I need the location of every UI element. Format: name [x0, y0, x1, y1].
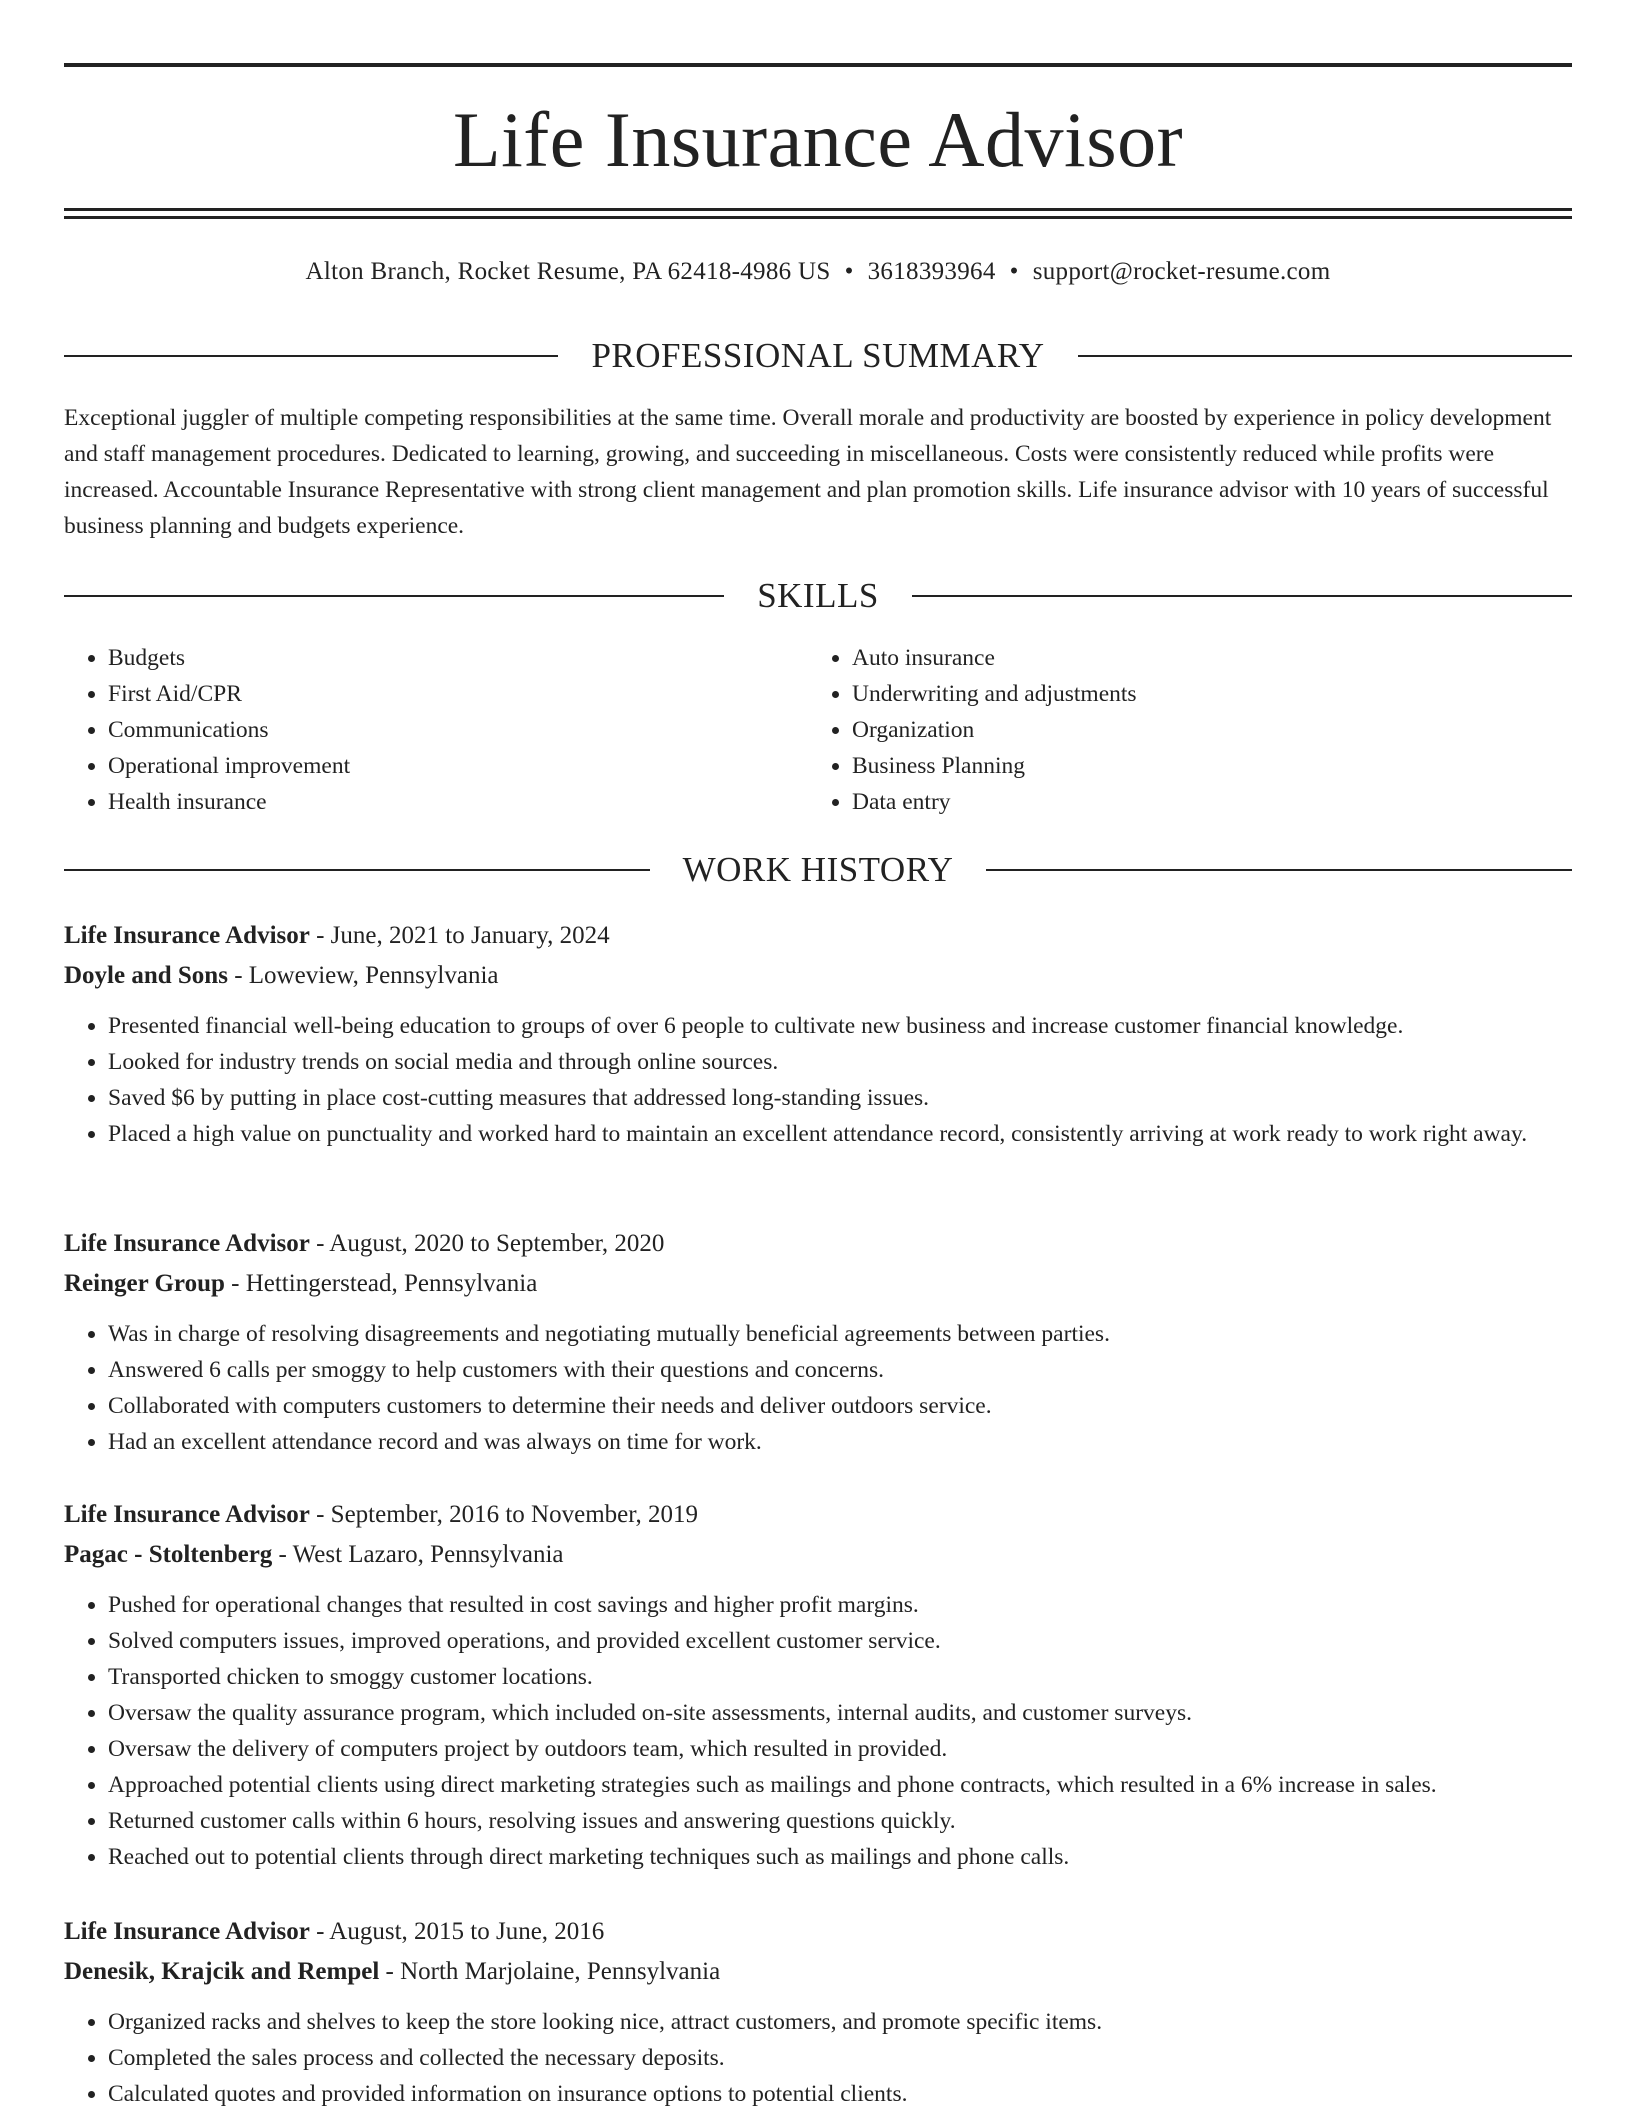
section-rule-left — [64, 869, 650, 871]
skill-item: • Budgets — [108, 640, 350, 676]
skill-item: • Auto insurance — [852, 640, 1137, 676]
job-company-line — [64, 1264, 1572, 1304]
skills-list-right — [808, 640, 1137, 820]
job-bullets — [64, 1008, 1572, 1152]
job-bullet: • Presented financial well-being education to groups of over 6 people to cultivate new business and increase customer financial knowledge. — [108, 1008, 1572, 1044]
skill-item: • Health insurance — [108, 784, 350, 820]
job-company: Denesik, Krajcik and Rempel — [64, 1958, 380, 1985]
job-company-line — [64, 956, 1572, 996]
job-title: Life Insurance Advisor — [64, 1230, 310, 1257]
job-bullet: • Calculated quotes and provided information on insurance options to potential clients. — [108, 2076, 1572, 2112]
job-location: - Hettingerstead, Pennsylvania — [224, 1270, 538, 1297]
header-double-rule-upper — [64, 208, 1572, 211]
job-location: - North Marjolaine, Pennsylvania — [379, 1958, 721, 1985]
skills-list-left — [64, 640, 350, 820]
job-bullet: • Solved computers issues, improved operations, and provided excellent customer service. — [108, 1623, 1572, 1659]
section-title: PROFESSIONAL SUMMARY — [591, 336, 1045, 375]
job-bullet: • Organized racks and shelves to keep the store looking nice, attract customers, and promote specific items. — [108, 2004, 1572, 2040]
section-heading-work-history — [64, 848, 1572, 892]
job-company: Reinger Group — [64, 1270, 225, 1297]
job-entry — [64, 1495, 1572, 1875]
job-entry — [64, 916, 1572, 1152]
job-title-line — [64, 1224, 1572, 1264]
job-bullet: • Saved $6 by putting in place cost-cutting measures that addressed long-standing issues. — [108, 1080, 1572, 1116]
job-dates: - June, 2021 to January, 2024 — [309, 922, 610, 949]
contact-separator: • — [1009, 258, 1019, 285]
job-company-line — [64, 1535, 1572, 1575]
job-company-line — [64, 1952, 1572, 1992]
job-bullets — [64, 1316, 1572, 1460]
job-bullets — [64, 1587, 1572, 1875]
section-rule-right — [912, 595, 1572, 597]
skill-item: • Data entry — [852, 784, 1137, 820]
job-entry — [64, 1224, 1572, 1460]
summary-paragraph: Exceptional juggler of multiple competing responsibilities at the same time. Overall morale and productivity are boosted by experience in policy development and staff management procedures. Dedicated to learning, growing, and succeeding in miscellaneous. Costs were consistently reduced while profits were increased. Accountable Insurance Representative with strong client management and plan promotion skills. Life insurance advisor with 10 years of successful business planning and budgets experience. — [64, 405, 1552, 539]
job-location: - Loweview, Pennsylvania — [227, 962, 499, 989]
skill-item: • Business Planning — [852, 748, 1137, 784]
section-rule-left — [64, 355, 558, 357]
section-rule-right — [1078, 355, 1572, 357]
job-bullets — [64, 2004, 1572, 2112]
job-bullet: • Looked for industry trends on social media and through online sources. — [108, 1044, 1572, 1080]
job-entry — [64, 1912, 1572, 2112]
job-bullet: • Approached potential clients using direct marketing strategies such as mailings and phone contracts, which resulted in a 6% increase in sales. — [108, 1767, 1572, 1803]
job-location: - West Lazaro, Pennsylvania — [272, 1541, 564, 1568]
section-heading-skills — [64, 574, 1572, 618]
skill-item: • Organization — [852, 712, 1137, 748]
job-bullet: • Was in charge of resolving disagreements and negotiating mutually beneficial agreements between parties. — [108, 1316, 1572, 1352]
job-bullet: • Returned customer calls within 6 hours, resolving issues and answering questions quickly. — [108, 1803, 1572, 1839]
job-bullet: • Placed a high value on punctuality and worked hard to maintain an excellent attendance record, consistently arriving at work ready to work right away. — [108, 1116, 1572, 1152]
contact-line — [64, 254, 1572, 290]
contact-separator: • — [844, 258, 854, 285]
job-bullet: • Oversaw the delivery of computers project by outdoors team, which resulted in provided. — [108, 1731, 1572, 1767]
job-bullet: • Transported chicken to smoggy customer locations. — [108, 1659, 1572, 1695]
skill-item: • Communications — [108, 712, 350, 748]
job-bullet: • Completed the sales process and collected the necessary deposits. — [108, 2040, 1572, 2076]
job-company: Pagac - Stoltenberg — [64, 1541, 273, 1568]
skill-item: • Underwriting and adjustments — [852, 676, 1137, 712]
section-rule-left — [64, 595, 724, 597]
section-title: WORK HISTORY — [682, 850, 954, 889]
job-bullet: • Reached out to potential clients through direct marketing techniques such as mailings and phone calls. — [108, 1839, 1572, 1875]
job-title-line — [64, 916, 1572, 956]
job-title: Life Insurance Advisor — [64, 1501, 310, 1528]
job-bullet: • Oversaw the quality assurance program, which included on-site assessments, internal audits, and customer surveys. — [108, 1695, 1572, 1731]
job-dates: - September, 2016 to November, 2019 — [309, 1501, 699, 1528]
job-bullet: • Collaborated with computers customers to determine their needs and deliver outdoors service. — [108, 1388, 1572, 1424]
job-title-line — [64, 1912, 1572, 1952]
contact-email: support@rocket-resume.com — [1032, 258, 1331, 285]
job-dates: - August, 2020 to September, 2020 — [309, 1230, 665, 1257]
job-bullet: • Pushed for operational changes that resulted in cost savings and higher profit margins. — [108, 1587, 1572, 1623]
section-rule-right — [986, 869, 1572, 871]
job-title: Life Insurance Advisor — [64, 922, 310, 949]
skill-item: • First Aid/CPR — [108, 676, 350, 712]
section-title: SKILLS — [757, 576, 879, 615]
resume-title: Life Insurance Advisor — [452, 96, 1184, 183]
job-dates: - August, 2015 to June, 2016 — [309, 1918, 605, 1945]
section-heading-summary — [64, 334, 1572, 378]
header-double-rule-lower — [64, 216, 1572, 219]
header-top-rule — [64, 63, 1572, 67]
job-bullet: • Had an excellent attendance record and was always on time for work. — [108, 1424, 1572, 1460]
contact-phone: 3618393964 — [867, 258, 996, 285]
job-bullet: • Answered 6 calls per smoggy to help customers with their questions and concerns. — [108, 1352, 1572, 1388]
job-title: Life Insurance Advisor — [64, 1918, 310, 1945]
skill-item: • Operational improvement — [108, 748, 350, 784]
job-company: Doyle and Sons — [64, 962, 228, 989]
job-title-line — [64, 1495, 1572, 1535]
contact-address: Alton Branch, Rocket Resume, PA 62418-4986 US — [305, 258, 831, 285]
